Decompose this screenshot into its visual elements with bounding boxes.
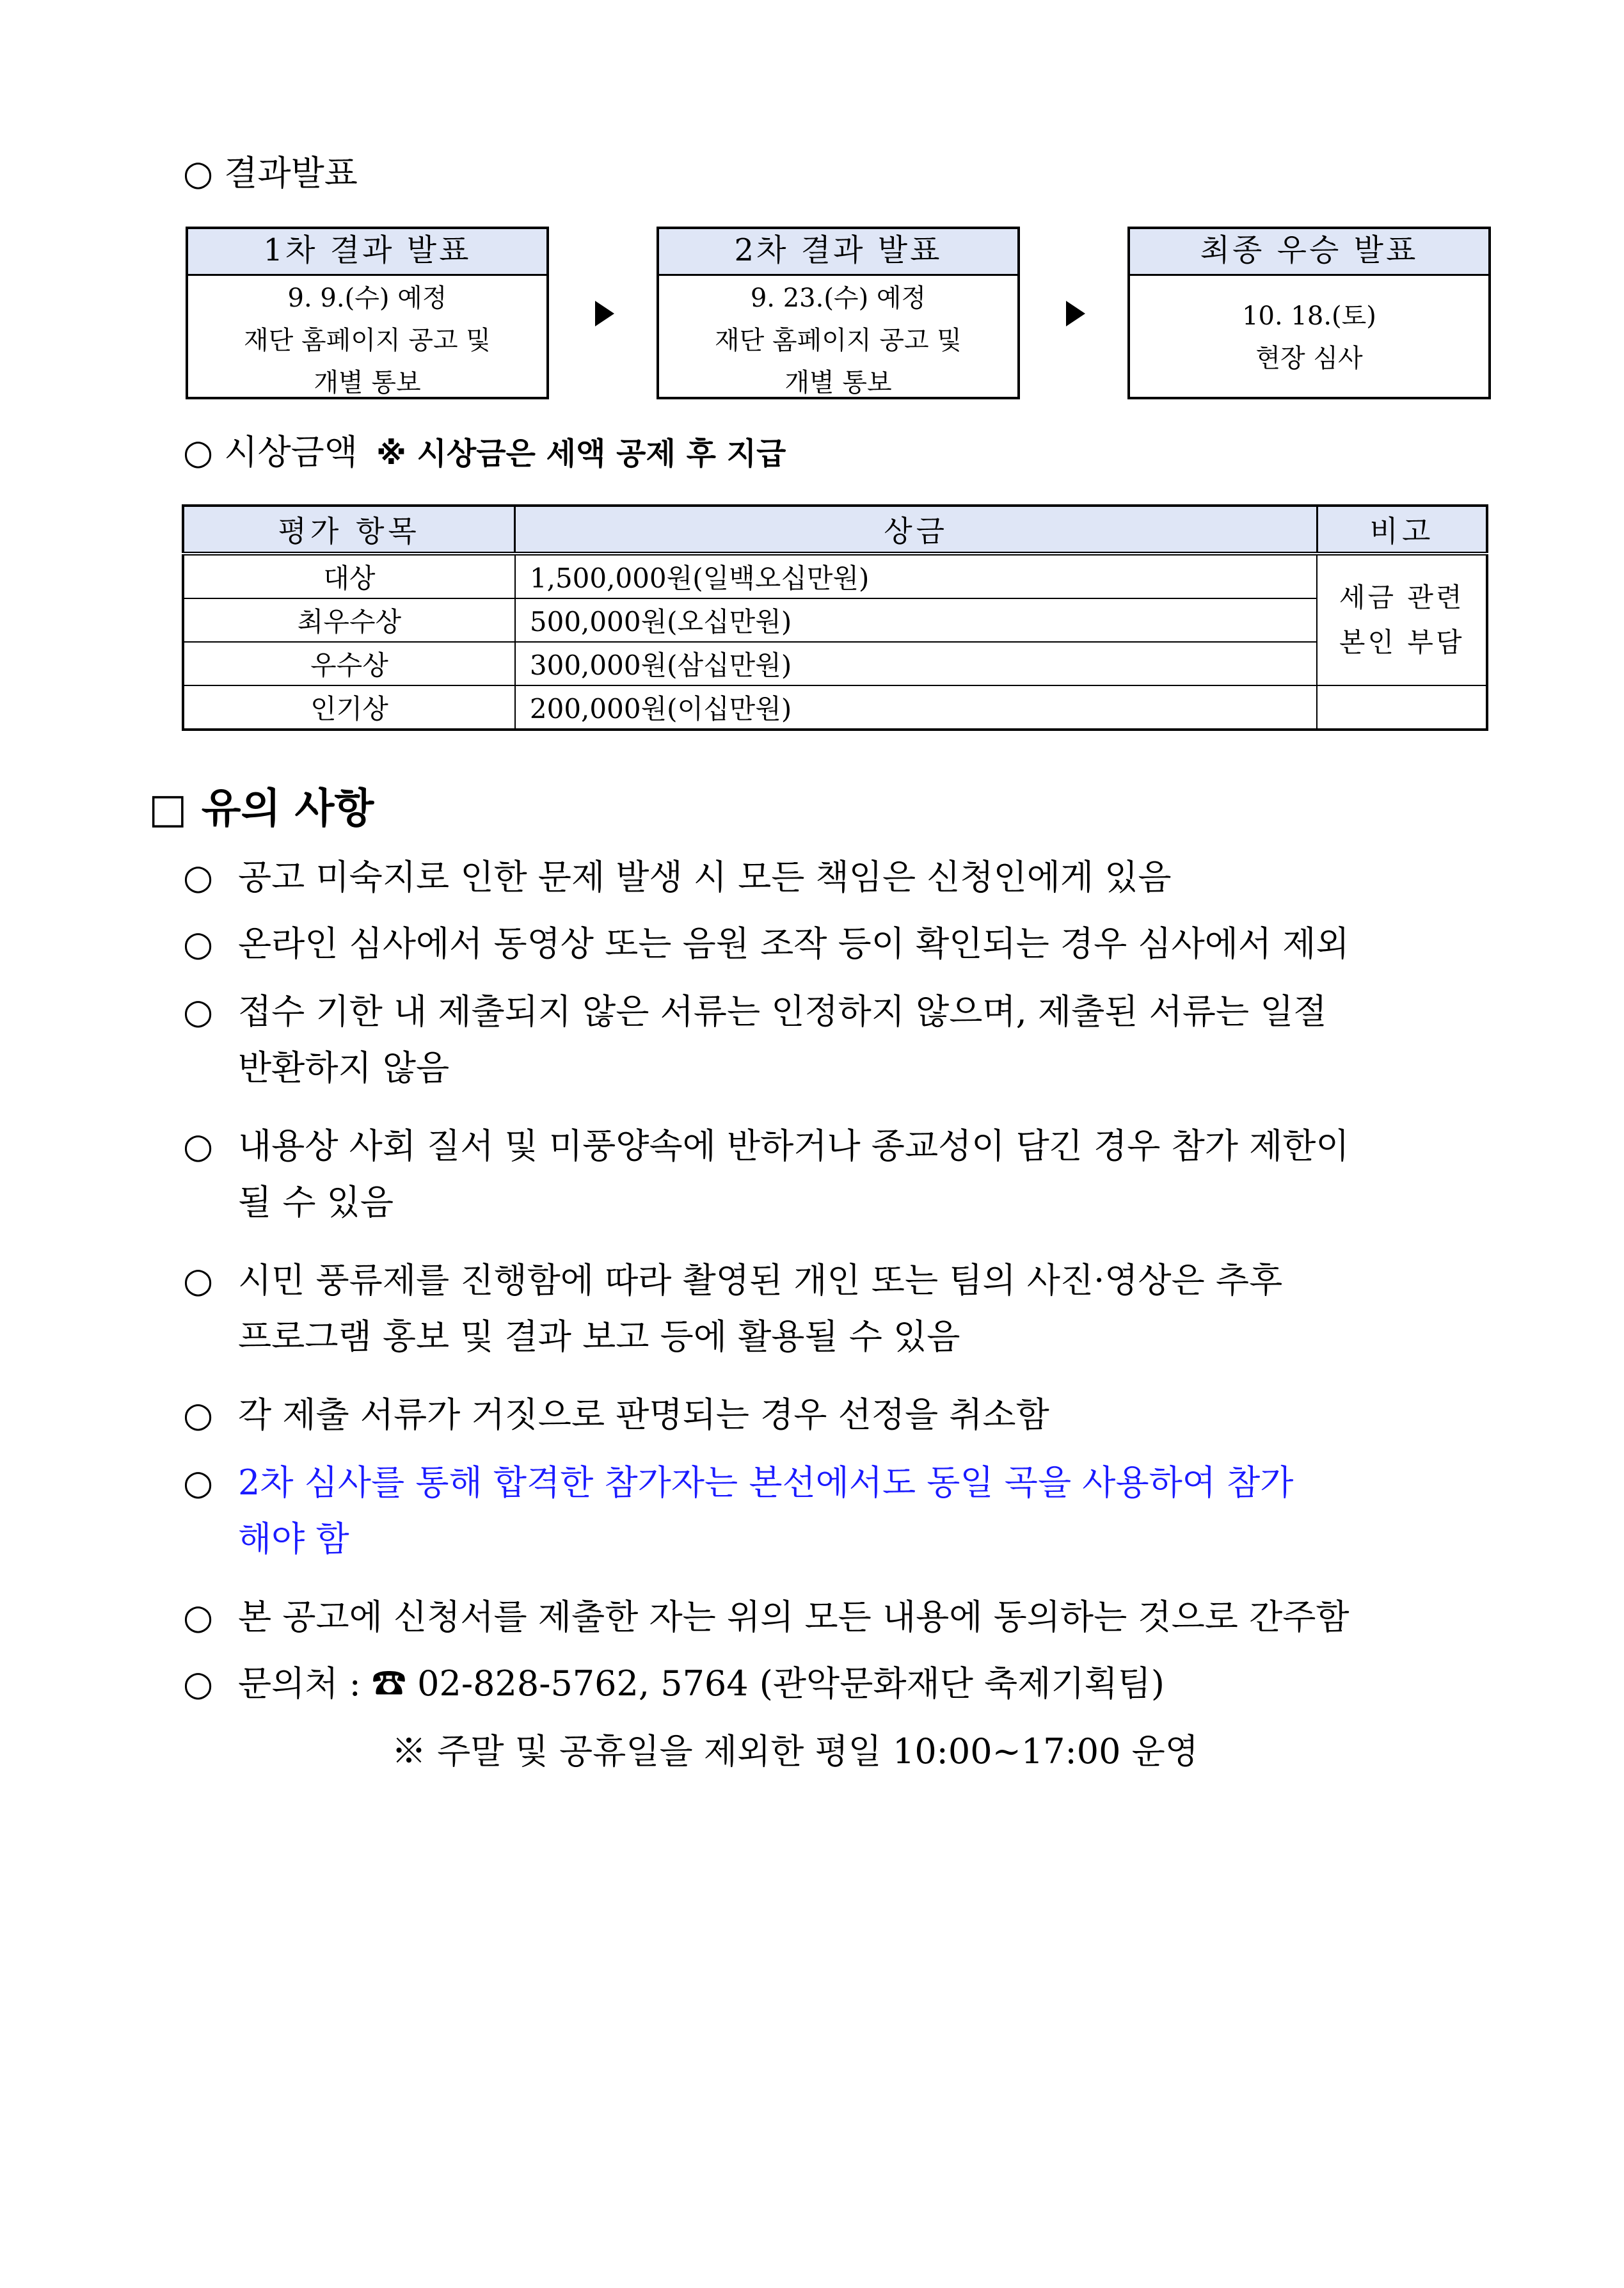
result-box-1 <box>186 227 549 399</box>
result-box-body: 9. 23.(수) 예정 재단 홈페이지 공고 및 개별 통보 <box>715 284 962 397</box>
prize-amount: 500,000원(오십만원) <box>515 598 1318 642</box>
prize-item: 인기상 <box>183 685 515 730</box>
result-box-2 <box>657 227 1020 399</box>
prize-table <box>182 504 1488 731</box>
prize-amount: 1,500,000원(일백오십만원) <box>515 554 1318 598</box>
notice-item-highlight: ○ 2차 심사를 통해 합격한 참가자는 본선에서도 동일 곡을 사용하여 참가 해야 함 <box>183 1462 1294 1559</box>
notice-item: ○ 본 공고에 신청서를 제출한 자는 위의 모든 내용에 동의하는 것으로 간주함 <box>183 1597 1349 1637</box>
prize-amount: 300,000원(삼십만원) <box>515 642 1318 685</box>
result-box-title: 최종 우승 발표 <box>1130 229 1488 276</box>
result-box-title: 1차 결과 발표 <box>188 229 546 276</box>
table-row <box>183 642 1487 685</box>
prize-heading: ○ 시상금액 ※ 시상금은 세액 공제 후 지급 <box>183 432 786 472</box>
notice-item: ○ 각 제출 서류가 거짓으로 판명되는 경우 선정을 취소함 <box>183 1395 1049 1435</box>
contact-item: ○ 문의처 : ☎ 02-828-5762, 5764 (관악문화재단 축제기획팀) <box>183 1663 1165 1704</box>
result-box-body: 10. 18.(토) 현장 심사 <box>1242 301 1376 373</box>
notice-title: □ 유의 사항 <box>148 785 374 833</box>
prize-amount: 200,000원(이십만원) <box>515 685 1318 730</box>
column-header: 비고 <box>1317 506 1487 554</box>
hours-note: ※ 주말 및 공휴일을 제외한 평일 10:00~17:00 운영 <box>392 1731 1198 1772</box>
prize-remark: 세금 관련 본인 부담 <box>1317 554 1487 685</box>
table-row <box>183 598 1487 642</box>
arrow-right-icon <box>595 301 614 326</box>
notice-item: ○ 시민 풍류제를 진행함에 따라 촬영된 개인 또는 팀의 사진·영상은 추후 프로그램 홍보 및 결과 보고 등에 활용될 수 있음 <box>183 1260 1283 1357</box>
notice-item: ○ 내용상 사회 질서 및 미풍양속에 반하거나 종교성이 담긴 경우 참가 제한이 될 수 있음 <box>183 1126 1349 1222</box>
table-row <box>183 685 1487 730</box>
notice-item: ○ 공고 미숙지로 인한 문제 발생 시 모든 책임은 신청인에게 있음 <box>183 857 1172 897</box>
result-box-body: 9. 9.(수) 예정 재단 홈페이지 공고 및 개별 통보 <box>244 284 491 397</box>
arrow-right-icon <box>1066 301 1085 326</box>
table-row <box>183 554 1487 598</box>
prize-item: 우수상 <box>183 642 515 685</box>
prize-item: 최우수상 <box>183 598 515 642</box>
prize-item: 대상 <box>183 554 515 598</box>
column-header: 상금 <box>515 506 1318 554</box>
empty-cell <box>1317 685 1487 730</box>
notice-item: ○ 온라인 심사에서 동영상 또는 음원 조작 등이 확인되는 경우 심사에서 제외 <box>183 924 1349 964</box>
column-header: 평가 항목 <box>183 506 515 554</box>
result-box-title: 2차 결과 발표 <box>659 229 1017 276</box>
result-box-3 <box>1127 227 1491 399</box>
table-header-row <box>183 506 1487 554</box>
prize-note: ※ 시상금은 세액 공제 후 지급 <box>376 436 786 472</box>
notice-item: ○ 접수 기한 내 제출되지 않은 서류는 인정하지 않으며, 제출된 서류는 일절 반환하지 않음 <box>183 991 1327 1088</box>
results-heading: ○ 결과발표 <box>183 153 358 193</box>
